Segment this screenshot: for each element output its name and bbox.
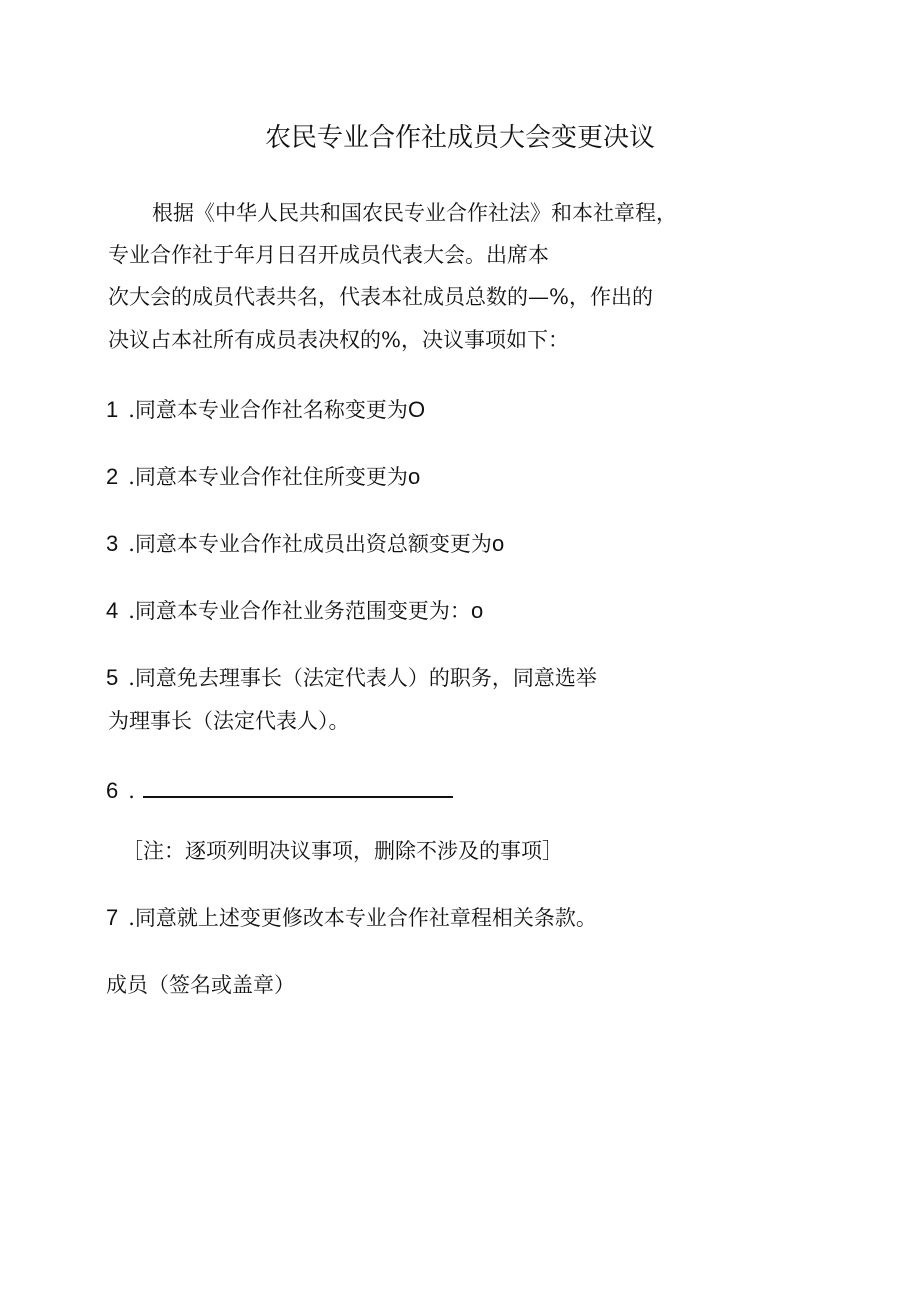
fill-in-blank-line [143, 774, 453, 798]
item-number: 2 [106, 464, 119, 489]
item-text: .同意本专业合作社成员出资总额变更为 [128, 532, 492, 556]
item-text: .同意本专业合作社住所变更为 [128, 465, 408, 489]
intro-line-1: 根据《中华人民共和国农民专业合作社法》和本社章程， [152, 201, 677, 225]
document-title: 农民专业合作社成员大会变更决议 [264, 123, 655, 153]
signature-label: 成员（签名或盖章） [106, 973, 295, 997]
item-tail: o [491, 531, 505, 556]
intro-line-2: 专业合作社于年月日召开成员代表大会。出席本 [108, 243, 549, 267]
intro-line-3: 次大会的成员代表共名，代表本社成员总数的—%，作出的 [108, 285, 653, 309]
item-text: .同意免去理事长（法定代表人）的职务，同意选举 [128, 666, 597, 690]
resolution-item-3 [106, 531, 504, 557]
item-number: 5 [106, 665, 119, 690]
item-tail: o [407, 464, 421, 489]
item-number: 6 [106, 778, 119, 803]
item-text: .同意本专业合作社业务范围变更为： [128, 599, 471, 623]
item-text: .同意就上述变更修改本专业合作社章程相关条款。 [128, 906, 597, 930]
item-tail: o [470, 598, 484, 623]
resolution-item-5-continuation: 为理事长（法定代表人）。 [108, 709, 350, 733]
resolution-item-2 [106, 464, 420, 490]
intro-line-4: 决议占本社所有成员表决权的%，决议事项如下： [108, 328, 569, 352]
item-number: 7 [106, 905, 119, 930]
item-text: .同意本专业合作社名称变更为 [128, 398, 408, 422]
item-number: 3 [106, 531, 119, 556]
resolution-item-4 [106, 598, 483, 624]
item-text: . [128, 779, 135, 803]
resolution-item-7 [106, 905, 597, 931]
item-number: 4 [106, 598, 119, 623]
item-number: 1 [106, 397, 119, 422]
item-tail: O [407, 397, 426, 422]
resolution-item-5 [106, 665, 597, 691]
editor-note: ［注：逐项列明决议事项，删除不涉及的事项］ [122, 839, 563, 863]
resolution-item-1 [106, 397, 425, 423]
resolution-item-6 [106, 774, 453, 804]
